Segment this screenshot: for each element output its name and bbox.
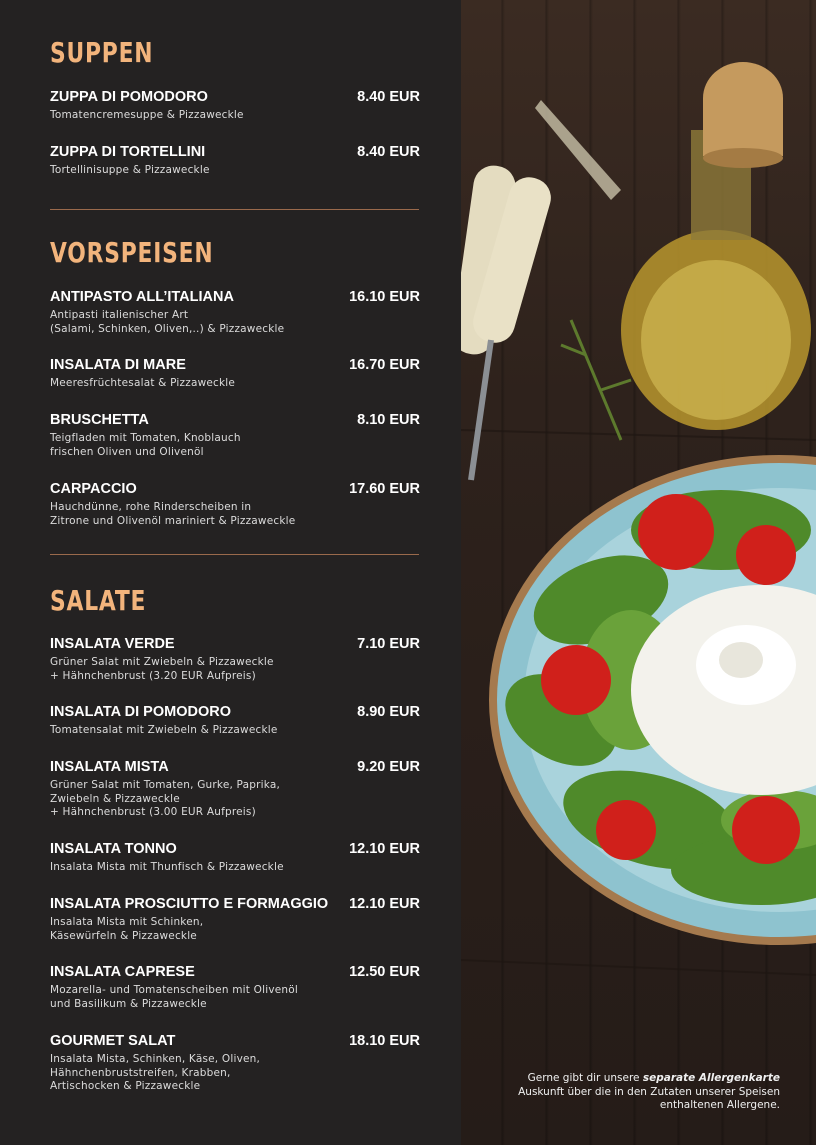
item-name: INSALATA DI POMODORO xyxy=(50,704,231,720)
item-price: 8.40 EUR xyxy=(357,144,420,160)
food-photo xyxy=(461,0,816,1145)
section-divider xyxy=(50,209,419,210)
item-description: Meeresfrüchtesalat & Pizzaweckle xyxy=(50,377,236,389)
item-description: Antipasti italienischer Art (Salami, Schinken, Oliven,..) & Pizzaweckle xyxy=(50,309,285,335)
item-description: Insalata Mista, Schinken, Käse, Oliven, Hähnchenbruststreifen, Krabben, Artischocken & Pizzaweckle xyxy=(50,1053,261,1092)
item-description: Insalata Mista mit Schinken, Käsewürfeln & Pizzaweckle xyxy=(50,916,204,942)
item-price: 9.20 EUR xyxy=(357,759,420,775)
item-description: Tomatencremesuppe & Pizzaweckle xyxy=(50,109,244,121)
item-price: 12.50 EUR xyxy=(349,964,420,980)
section-title-salate: SALATE xyxy=(50,584,147,617)
allergen-card-emphasis: separate Allergenkarte xyxy=(642,1072,780,1084)
item-name: ZUPPA DI TORTELLINI xyxy=(50,144,206,160)
allergen-note-before: Gerne gibt dir unsere xyxy=(527,1072,643,1084)
item-name: INSALATA CAPRESE xyxy=(50,964,195,980)
item-price: 16.10 EUR xyxy=(349,289,420,305)
item-description: Grüner Salat mit Tomaten, Gurke, Paprika, Zwiebeln & Pizzaweckle + Hähnchenbrust (3.00 EUR Aufpreis) xyxy=(50,779,281,818)
item-name: INSALATA DI MARE xyxy=(50,357,186,373)
herb-sprig xyxy=(561,320,631,440)
item-price: 8.40 EUR xyxy=(357,89,420,105)
item-name: INSALATA TONNO xyxy=(50,841,177,857)
item-price: 12.10 EUR xyxy=(349,841,420,857)
allergen-note xyxy=(480,1072,780,1113)
item-name: INSALATA VERDE xyxy=(50,636,175,652)
item-price: 12.10 EUR xyxy=(349,896,420,912)
item-name: INSALATA PROSCIUTTO E FORMAGGIO xyxy=(50,896,329,912)
item-name: GOURMET SALAT xyxy=(50,1033,176,1049)
item-description: Teigfladen mit Tomaten, Knoblauch frischen Oliven und Olivenöl xyxy=(50,432,241,458)
oil-bottle xyxy=(535,62,811,430)
item-description: Mozarella- und Tomatenscheiben mit Olivenöl und Basilikum & Pizzaweckle xyxy=(50,984,298,1010)
section-title-vorspeisen: VORSPEISEN xyxy=(50,236,214,269)
item-name: ANTIPASTO ALL’ITALIANA xyxy=(50,289,234,305)
item-description: Tomatensalat mit Zwiebeln & Pizzaweckle xyxy=(50,724,278,736)
section-divider xyxy=(50,554,419,555)
item-price: 18.10 EUR xyxy=(349,1033,420,1049)
item-description: Tortellinisuppe & Pizzaweckle xyxy=(50,164,210,176)
item-name: ZUPPA DI POMODORO xyxy=(50,89,208,105)
item-price: 8.10 EUR xyxy=(357,412,420,428)
item-price: 17.60 EUR xyxy=(349,481,420,497)
item-name: CARPACCIO xyxy=(50,481,137,497)
item-description: Grüner Salat mit Zwiebeln & Pizzaweckle + Hähnchenbrust (3.20 EUR Aufpreis) xyxy=(50,656,274,682)
section-title-suppen: SUPPEN xyxy=(50,36,154,69)
item-description: Insalata Mista mit Thunfisch & Pizzaweckle xyxy=(50,861,284,873)
item-name: INSALATA MISTA xyxy=(50,759,169,775)
item-description: Hauchdünne, rohe Rinderscheiben in Zitrone und Olivenöl mariniert & Pizzaweckle xyxy=(50,501,296,527)
item-price: 7.10 EUR xyxy=(357,636,420,652)
item-name: BRUSCHETTA xyxy=(50,412,149,428)
item-price: 16.70 EUR xyxy=(349,357,420,373)
allergen-note-after: Auskunft über die in den Zutaten unserer Speisen enthaltenen Allergene. xyxy=(518,1085,780,1111)
food-illustration xyxy=(461,0,816,1145)
item-price: 8.90 EUR xyxy=(357,704,420,720)
